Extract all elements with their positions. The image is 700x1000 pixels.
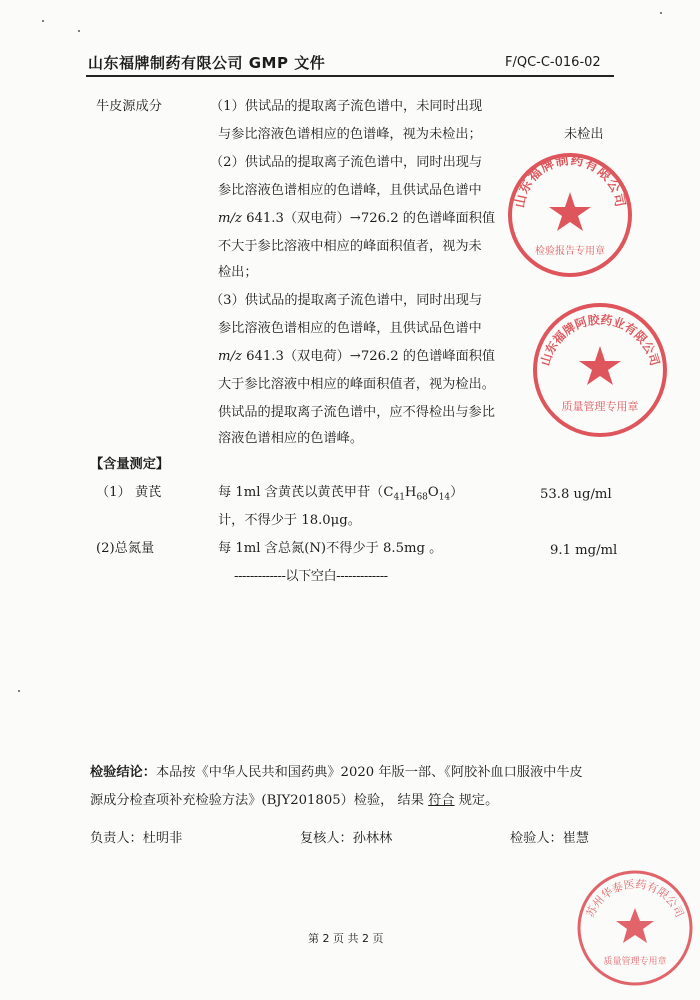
cowhide-result: 未检出 [564,127,604,142]
signature-inspector: 检验人：崔慧 [510,831,590,846]
blank-marker: -------------以下空白------------- [234,569,388,584]
company-name: 山东福牌制药有限公司 [88,54,244,72]
conclusion-text: 规定。 [454,793,499,808]
spec-text: ） [450,485,464,500]
scan-speck [660,12,662,14]
cowhide-label: 牛皮源成分 [96,99,162,114]
formula-subscript: 68 [416,492,428,503]
mz-transition: 641.3（双电荷）→726.2 的色谱峰面积值 [241,349,496,364]
nitrogen-spec: 每 1ml 含总氮(N)不得少于 8.5mg 。 [218,541,443,556]
content-heading: 【含量测定】 [90,457,170,472]
partner-quality-seal [575,868,695,988]
spec-text: 每 1ml 含黄芪以黄芪甲苷（C [218,485,394,500]
header-rule [86,75,614,77]
svg-text:山东福牌阿胶药业有限公司: 山东福牌阿胶药业有限公司 [537,312,663,368]
scan-speck [42,20,44,22]
formula-subscript: 41 [393,492,405,503]
criterion-2-line-1: （2）供试品的提取离子流色谱中，同时出现与 [210,155,483,170]
formula-subscript: 14 [438,492,451,503]
conclusion-line-2 [90,794,498,807]
svg-text:山东福牌制药有限公司: 山东福牌制药有限公司 [512,153,628,210]
mz-symbol: m/z [218,349,242,364]
conclusion-text: 本品按《中华人民共和国药典》2020 年版一部、《阿胶补血口服液中牛皮 [155,765,583,780]
astragalus-label: （1） 黄芪 [96,485,162,500]
criterion-2-line-5: 检出； [218,265,258,280]
conclusion-verdict: 符合 [428,793,455,808]
astragalus-result: 53.8 ug/ml [540,487,612,502]
formula-element: O [427,485,439,500]
criterion-3-line-2: 参比溶液色谱相应的色谱峰，且供试品色谱中 [218,321,482,336]
company-header [88,52,325,73]
criterion-3-line-5: 供试品的提取离子流色谱中，应不得检出与参比 [218,405,495,420]
nitrogen-label: (2)总氮量 [96,541,155,556]
svg-text:质量管理专用章: 质量管理专用章 [603,957,667,967]
criterion-3-line-6: 溶液色谱相应的色谱峰。 [218,431,364,446]
mz-transition: 641.3（双电荷）→726.2 的色谱峰面积值 [241,211,496,226]
signature-responsible: 负责人：杜明非 [90,831,183,846]
doc-code: F/QC-C-016-02 [505,55,601,70]
svg-text:检验报告专用章: 检验报告专用章 [535,246,605,257]
mz-symbol: m/z [218,211,242,226]
scan-speck [18,690,20,692]
criterion-3-line-4: 大于参比溶液中相应的峰面积值者，视为检出。 [218,377,495,392]
conclusion-text: 源成分检查项补充检验方法》(BJY201805）检验， 结果 [90,793,429,808]
criterion-2-line-3 [218,212,495,225]
criterion-2-line-2: 参比溶液色谱相应的色谱峰，且供试品色谱中 [218,183,482,198]
page-number: 第 2 页 共 2 页 [308,932,384,945]
svg-text:苏州华泰医药有限公司: 苏州华泰医药有限公司 [583,877,687,920]
criterion-2-line-4: 不大于参比溶液中相应的峰面积值者，视为未 [218,239,482,254]
conclusion-label: 检验结论： [90,765,156,780]
scan-speck [78,30,80,32]
criterion-3-line-3 [218,350,495,363]
conclusion-line-1 [90,766,583,779]
astragalus-spec-line-2: 计，不得少于 18.0μg。 [218,513,361,528]
criterion-3-line-1: （3）供试品的提取离子流色谱中，同时出现与 [210,293,483,308]
gmp-label: GMP 文件 [248,54,326,72]
criterion-1-line-2: 与参比溶液色谱相应的色谱峰，视为未检出； [218,127,482,142]
signature-reviewer: 复核人：孙林林 [300,831,393,846]
nitrogen-result: 9.1 mg/ml [550,543,618,558]
criterion-1-line-1: （1）供试品的提取离子流色谱中，未同时出现 [210,99,483,114]
formula-element: H [404,485,417,500]
quality-management-seal [530,300,670,440]
inspection-report-seal [505,150,635,280]
svg-text:质量管理专用章: 质量管理专用章 [561,400,639,413]
astragalus-spec-line-1 [218,486,463,503]
